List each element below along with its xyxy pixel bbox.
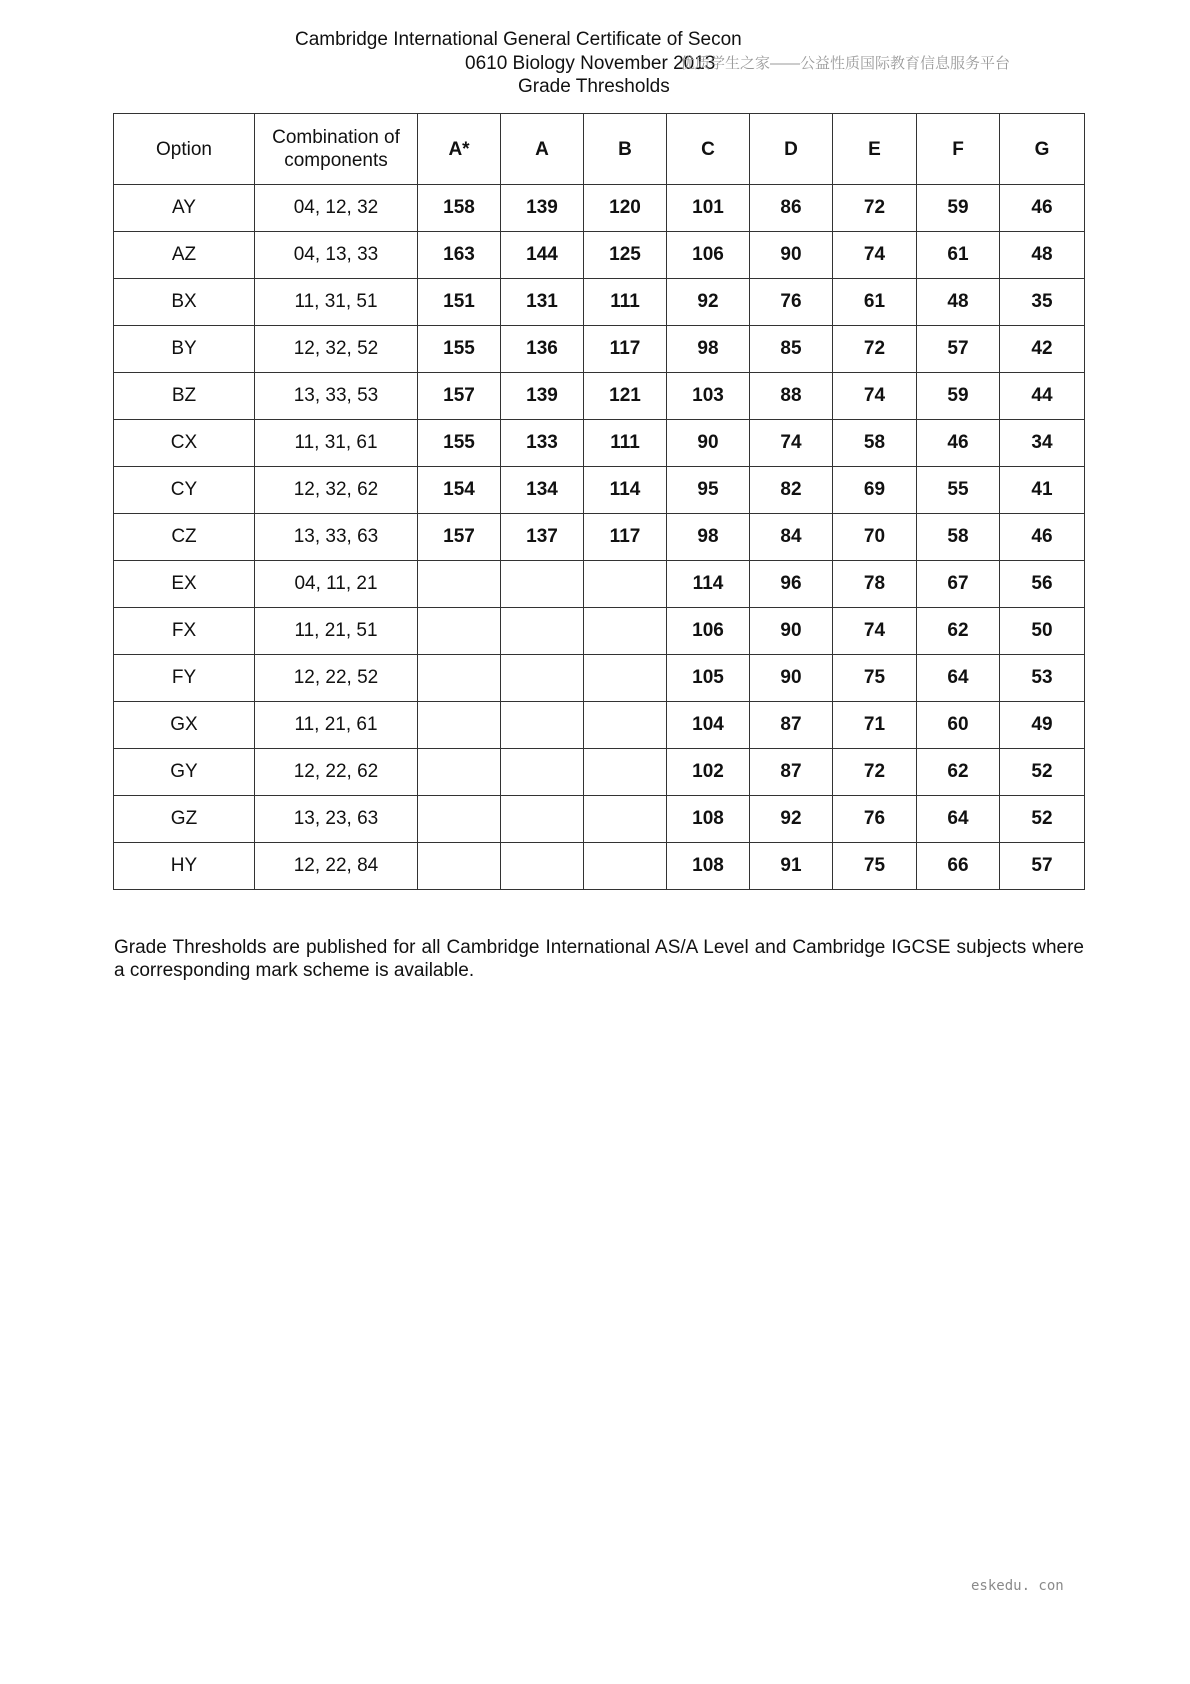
grade-b-cell: 120 <box>584 185 667 232</box>
table-row <box>114 608 1085 655</box>
grade-b-cell: 117 <box>584 514 667 561</box>
header-row <box>114 114 1085 185</box>
grade-c-cell: 105 <box>667 655 750 702</box>
header-grade-b: B <box>584 114 667 185</box>
table-row <box>114 420 1085 467</box>
grade-d-cell: 82 <box>750 467 833 514</box>
grade-b-cell <box>584 843 667 890</box>
grade-c-cell: 98 <box>667 326 750 373</box>
components-cell: 11, 21, 61 <box>255 702 418 749</box>
grade-c-cell: 104 <box>667 702 750 749</box>
header-grade-f: F <box>917 114 1000 185</box>
grade-a-cell: 137 <box>501 514 584 561</box>
site-watermark: eskedu. con <box>971 1578 1064 1594</box>
header-grade-a: A <box>501 114 584 185</box>
grade-d-cell: 88 <box>750 373 833 420</box>
grade-e-cell: 58 <box>833 420 917 467</box>
grade-astar-cell <box>418 608 501 655</box>
header-grade-g: G <box>1000 114 1085 185</box>
components-cell: 12, 22, 52 <box>255 655 418 702</box>
option-cell: AY <box>114 185 255 232</box>
table-row <box>114 232 1085 279</box>
table-row <box>114 843 1085 890</box>
option-cell: GX <box>114 702 255 749</box>
grade-b-cell <box>584 655 667 702</box>
document-title: Cambridge International General Certificate of Secon <box>295 29 742 50</box>
grade-g-cell: 42 <box>1000 326 1085 373</box>
components-cell: 12, 22, 62 <box>255 749 418 796</box>
option-cell: AZ <box>114 232 255 279</box>
grade-a-cell: 133 <box>501 420 584 467</box>
components-cell: 12, 32, 52 <box>255 326 418 373</box>
table-header <box>114 114 1085 185</box>
footnote: Grade Thresholds are published for all Cambridge International AS/A Level and Cambridge IGCSE subjects where a corresponding mark scheme is available. <box>114 937 1084 981</box>
grade-a-cell <box>501 749 584 796</box>
grade-b-cell: 111 <box>584 420 667 467</box>
grade-g-cell: 41 <box>1000 467 1085 514</box>
grade-e-cell: 70 <box>833 514 917 561</box>
components-cell: 13, 33, 63 <box>255 514 418 561</box>
grade-c-cell: 98 <box>667 514 750 561</box>
grade-f-cell: 62 <box>917 749 1000 796</box>
grade-a-cell: 139 <box>501 373 584 420</box>
grade-c-cell: 101 <box>667 185 750 232</box>
grade-e-cell: 61 <box>833 279 917 326</box>
grade-b-cell: 121 <box>584 373 667 420</box>
grade-d-cell: 87 <box>750 749 833 796</box>
grade-g-cell: 53 <box>1000 655 1085 702</box>
grade-d-cell: 87 <box>750 702 833 749</box>
grade-f-cell: 60 <box>917 702 1000 749</box>
grade-g-cell: 52 <box>1000 796 1085 843</box>
grade-c-cell: 92 <box>667 279 750 326</box>
table-body <box>114 185 1085 890</box>
grade-d-cell: 86 <box>750 185 833 232</box>
grade-e-cell: 75 <box>833 843 917 890</box>
grade-f-cell: 58 <box>917 514 1000 561</box>
grade-g-cell: 49 <box>1000 702 1085 749</box>
grade-a-cell <box>501 843 584 890</box>
table-row <box>114 185 1085 232</box>
document-subtitle: 0610 Biology November 2013 <box>465 53 716 74</box>
grade-a-cell <box>501 561 584 608</box>
document-heading: Grade Thresholds <box>518 76 670 97</box>
option-cell: FY <box>114 655 255 702</box>
grade-f-cell: 66 <box>917 843 1000 890</box>
grade-astar-cell: 158 <box>418 185 501 232</box>
option-cell: BZ <box>114 373 255 420</box>
grade-g-cell: 48 <box>1000 232 1085 279</box>
grade-astar-cell <box>418 655 501 702</box>
grade-e-cell: 78 <box>833 561 917 608</box>
grade-f-cell: 64 <box>917 796 1000 843</box>
grade-a-cell <box>501 702 584 749</box>
grade-b-cell: 117 <box>584 326 667 373</box>
grade-b-cell <box>584 796 667 843</box>
grade-e-cell: 72 <box>833 185 917 232</box>
grade-astar-cell: 155 <box>418 420 501 467</box>
table-row <box>114 279 1085 326</box>
grade-e-cell: 75 <box>833 655 917 702</box>
header-option: Option <box>114 114 255 185</box>
grade-astar-cell: 157 <box>418 373 501 420</box>
grade-d-cell: 74 <box>750 420 833 467</box>
grade-g-cell: 34 <box>1000 420 1085 467</box>
grade-f-cell: 55 <box>917 467 1000 514</box>
grade-c-cell: 108 <box>667 843 750 890</box>
watermark-text: 优质学生之家——公益性质国际教育信息服务平台 <box>680 55 1011 72</box>
grade-c-cell: 114 <box>667 561 750 608</box>
components-cell: 11, 31, 51 <box>255 279 418 326</box>
option-cell: FX <box>114 608 255 655</box>
table-row <box>114 749 1085 796</box>
option-cell: BY <box>114 326 255 373</box>
grade-a-cell: 139 <box>501 185 584 232</box>
grade-f-cell: 62 <box>917 608 1000 655</box>
grade-thresholds-table <box>113 113 1085 890</box>
option-cell: BX <box>114 279 255 326</box>
grade-a-cell <box>501 655 584 702</box>
grade-astar-cell: 163 <box>418 232 501 279</box>
grade-astar-cell <box>418 702 501 749</box>
header-grade-e: E <box>833 114 917 185</box>
header-components: Combination of components <box>255 114 418 185</box>
option-cell: GZ <box>114 796 255 843</box>
grade-c-cell: 103 <box>667 373 750 420</box>
components-cell: 04, 13, 33 <box>255 232 418 279</box>
option-cell: HY <box>114 843 255 890</box>
grade-c-cell: 106 <box>667 608 750 655</box>
table-row <box>114 561 1085 608</box>
grade-f-cell: 64 <box>917 655 1000 702</box>
grade-d-cell: 92 <box>750 796 833 843</box>
table-row <box>114 796 1085 843</box>
grade-e-cell: 74 <box>833 232 917 279</box>
grade-f-cell: 59 <box>917 373 1000 420</box>
grade-e-cell: 74 <box>833 373 917 420</box>
header-grade-c: C <box>667 114 750 185</box>
option-cell: CY <box>114 467 255 514</box>
grade-b-cell <box>584 608 667 655</box>
grade-g-cell: 50 <box>1000 608 1085 655</box>
components-cell: 13, 23, 63 <box>255 796 418 843</box>
grade-c-cell: 90 <box>667 420 750 467</box>
table-row <box>114 514 1085 561</box>
grade-f-cell: 59 <box>917 185 1000 232</box>
grade-g-cell: 44 <box>1000 373 1085 420</box>
option-cell: CX <box>114 420 255 467</box>
grade-g-cell: 46 <box>1000 185 1085 232</box>
components-cell: 04, 12, 32 <box>255 185 418 232</box>
grade-e-cell: 76 <box>833 796 917 843</box>
grade-c-cell: 102 <box>667 749 750 796</box>
grade-f-cell: 48 <box>917 279 1000 326</box>
grade-b-cell: 111 <box>584 279 667 326</box>
grade-d-cell: 84 <box>750 514 833 561</box>
grade-astar-cell <box>418 843 501 890</box>
option-cell: GY <box>114 749 255 796</box>
header-grade-d: D <box>750 114 833 185</box>
grade-astar-cell: 157 <box>418 514 501 561</box>
grade-f-cell: 67 <box>917 561 1000 608</box>
grade-g-cell: 56 <box>1000 561 1085 608</box>
grade-d-cell: 90 <box>750 655 833 702</box>
grade-g-cell: 35 <box>1000 279 1085 326</box>
grade-a-cell <box>501 796 584 843</box>
grade-e-cell: 72 <box>833 749 917 796</box>
grade-astar-cell <box>418 561 501 608</box>
grade-a-cell <box>501 608 584 655</box>
grade-a-cell: 134 <box>501 467 584 514</box>
components-cell: 12, 22, 84 <box>255 843 418 890</box>
components-cell: 04, 11, 21 <box>255 561 418 608</box>
components-cell: 12, 32, 62 <box>255 467 418 514</box>
grade-c-cell: 106 <box>667 232 750 279</box>
grade-a-cell: 136 <box>501 326 584 373</box>
grade-astar-cell <box>418 796 501 843</box>
grade-e-cell: 74 <box>833 608 917 655</box>
grade-f-cell: 61 <box>917 232 1000 279</box>
grade-c-cell: 95 <box>667 467 750 514</box>
grade-f-cell: 46 <box>917 420 1000 467</box>
grade-a-cell: 144 <box>501 232 584 279</box>
option-cell: CZ <box>114 514 255 561</box>
table-row <box>114 326 1085 373</box>
table-row <box>114 373 1085 420</box>
grade-astar-cell: 155 <box>418 326 501 373</box>
grade-b-cell <box>584 749 667 796</box>
grade-g-cell: 52 <box>1000 749 1085 796</box>
grade-astar-cell <box>418 749 501 796</box>
grade-g-cell: 46 <box>1000 514 1085 561</box>
option-cell: EX <box>114 561 255 608</box>
grade-e-cell: 72 <box>833 326 917 373</box>
header-grade-astar: A* <box>418 114 501 185</box>
grade-e-cell: 71 <box>833 702 917 749</box>
grade-b-cell <box>584 561 667 608</box>
grade-e-cell: 69 <box>833 467 917 514</box>
grade-d-cell: 90 <box>750 608 833 655</box>
components-cell: 11, 31, 61 <box>255 420 418 467</box>
grade-astar-cell: 154 <box>418 467 501 514</box>
components-cell: 11, 21, 51 <box>255 608 418 655</box>
grade-d-cell: 91 <box>750 843 833 890</box>
grade-d-cell: 96 <box>750 561 833 608</box>
grade-a-cell: 131 <box>501 279 584 326</box>
components-cell: 13, 33, 53 <box>255 373 418 420</box>
grade-d-cell: 76 <box>750 279 833 326</box>
grade-b-cell: 125 <box>584 232 667 279</box>
grade-g-cell: 57 <box>1000 843 1085 890</box>
grade-d-cell: 85 <box>750 326 833 373</box>
grade-b-cell: 114 <box>584 467 667 514</box>
table-row <box>114 702 1085 749</box>
grade-f-cell: 57 <box>917 326 1000 373</box>
table-row <box>114 655 1085 702</box>
table-row <box>114 467 1085 514</box>
grade-astar-cell: 151 <box>418 279 501 326</box>
grade-b-cell <box>584 702 667 749</box>
grade-d-cell: 90 <box>750 232 833 279</box>
grade-c-cell: 108 <box>667 796 750 843</box>
